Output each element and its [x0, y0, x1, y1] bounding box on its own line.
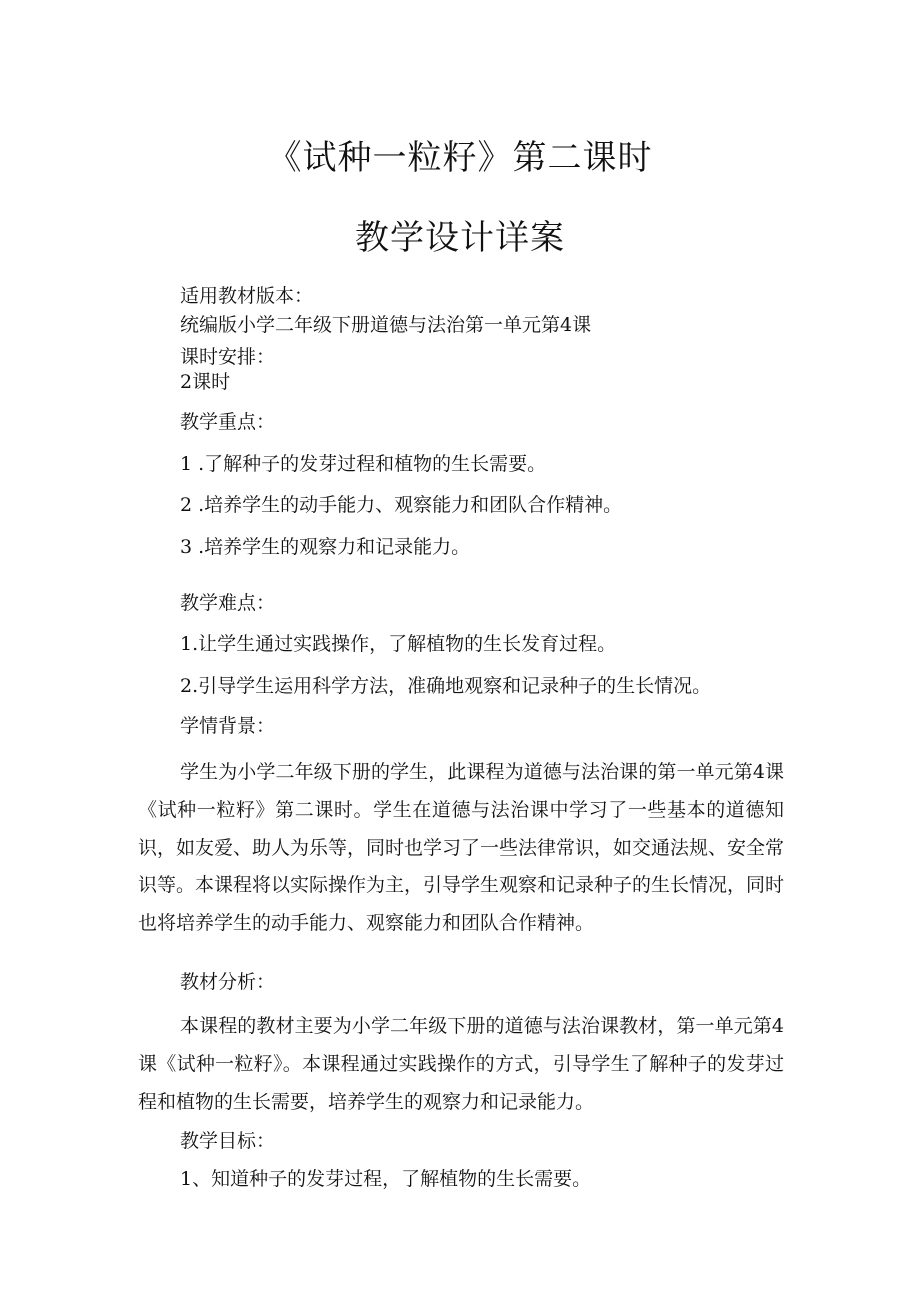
key-point-item: 3 .培养学生的观察力和记录能力。: [180, 536, 471, 558]
background-paragraph: 学生为小学二年级下册的学生，此课程为道德与法治课的第一单元第4课《试种一粒籽》第二课时。学生在道德与法治课中学习了一些基本的道德知识，如友爱、助人为乐等，同时也学习了一些法律常识，如交通法规、安全常识等。本课程将以实际操作为主，引导学生观察和记录种子的生长情况，同时也将培养学生的动手能力、观察能力和团队合作精神。: [138, 761, 785, 935]
difficulties-label: 教学难点：: [180, 592, 276, 614]
objective-item: 1、知道种子的发芽过程，了解植物的生长需要。: [180, 1168, 592, 1190]
key-point-item: 1 .了解种子的发芽过程和植物的生长需要。: [180, 453, 547, 475]
document-title: 《试种一粒籽》第二课时: [267, 138, 653, 178]
schedule-label: 课时安排：: [180, 346, 276, 368]
textbook-version-value: 统编版小学二年级下册道德与法治第一单元第4课: [180, 314, 592, 336]
key-point-item: 2 .培养学生的动手能力、观察能力和团队合作精神。: [180, 494, 623, 516]
background-label: 学情背景：: [180, 715, 276, 737]
schedule-value: 2课时: [180, 371, 231, 393]
textbook-version-label: 适用教材版本：: [180, 285, 314, 307]
objectives-label: 教学目标：: [180, 1130, 276, 1152]
analysis-label: 教材分析：: [180, 971, 276, 993]
difficulty-item: 1.让学生通过实践操作，了解植物的生长发育过程。: [180, 633, 617, 655]
document-subtitle: 教学设计详案: [355, 218, 565, 258]
analysis-paragraph: 本课程的教材主要为小学二年级下册的道德与法治课教材，第一单元第4课《试种一粒籽》。本课程通过实践操作的方式，引导学生了解种子的发芽过程和植物的生长需要，培养学生的观察力和记录能力。: [138, 1015, 784, 1113]
key-points-label: 教学重点：: [180, 411, 276, 433]
difficulty-item: 2.引导学生运用科学方法，准确地观察和记录种子的生长情况。: [180, 675, 712, 697]
